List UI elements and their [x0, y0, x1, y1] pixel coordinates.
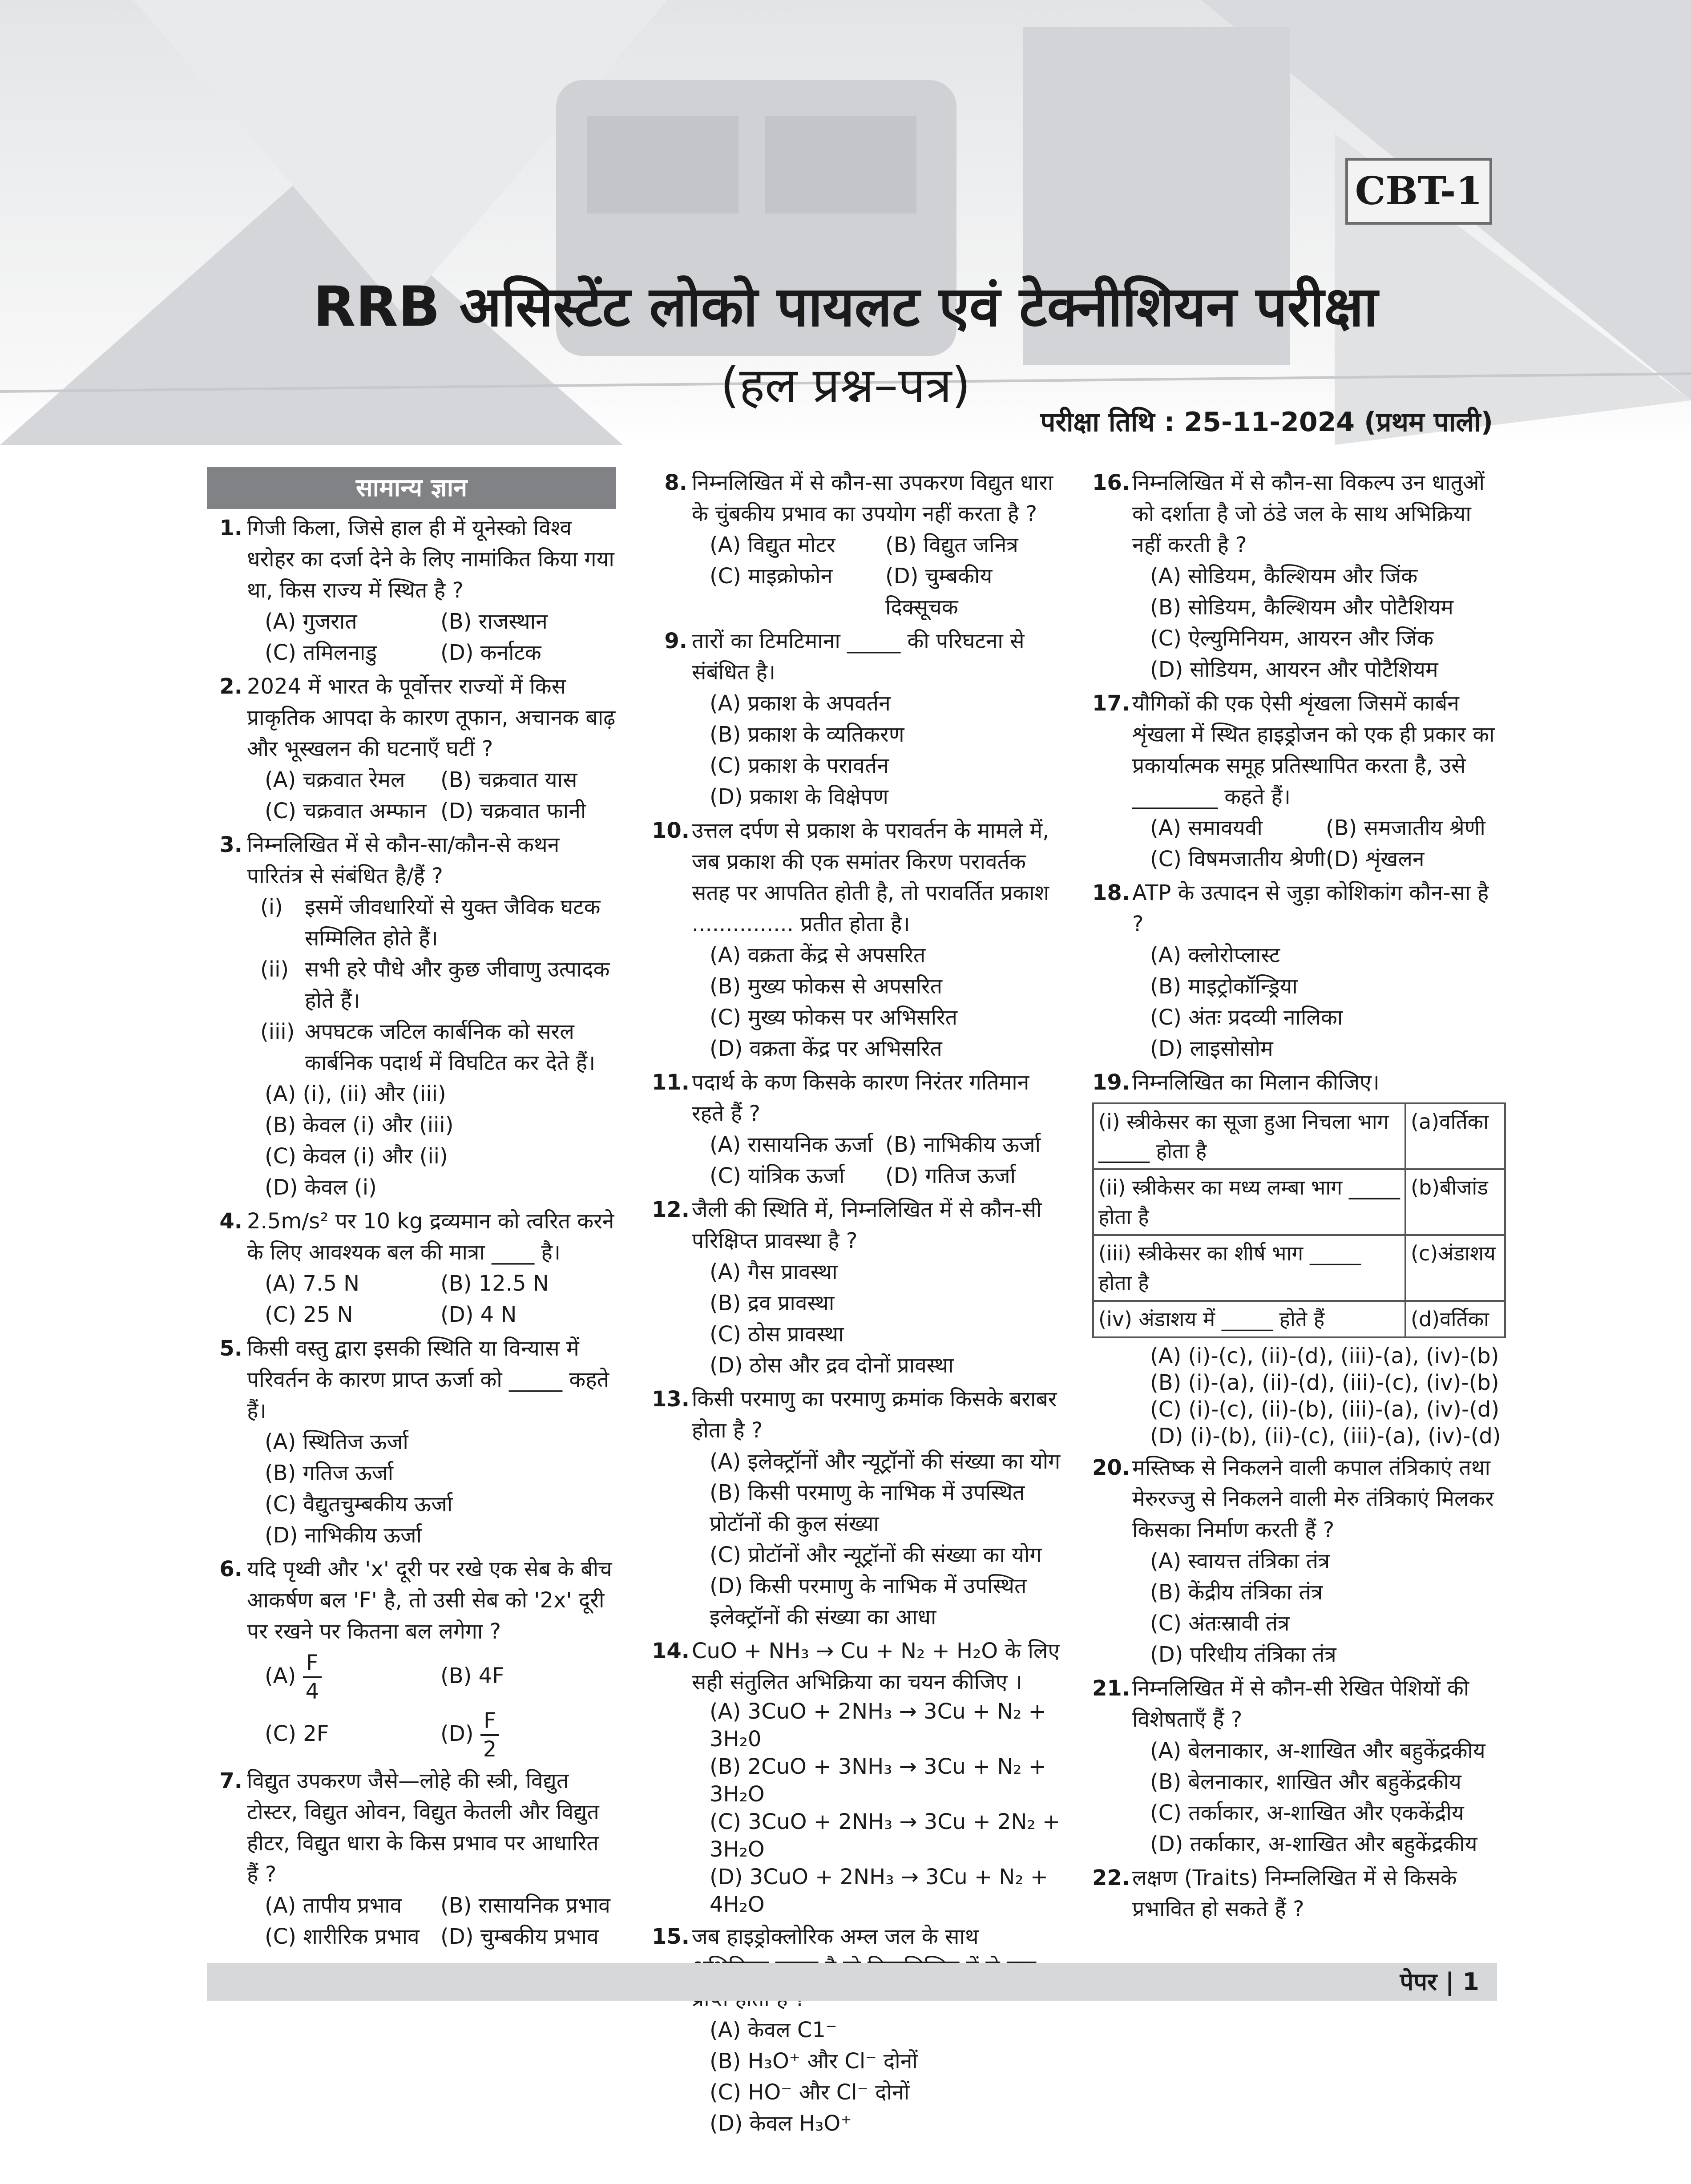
option-c: (C) 25 N	[265, 1302, 353, 1327]
option-a: (A) (i)-(c), (ii)-(d), (iii)-(a), (iv)-(b)	[1150, 1344, 1499, 1369]
option-a: (A) (i), (ii) और (iii)	[265, 1082, 446, 1106]
option-b: (B) माइट्रोकॉन्ड्रिया	[1150, 974, 1298, 999]
options	[692, 529, 1061, 623]
question-number: 2.	[219, 674, 242, 699]
column-2	[652, 467, 1061, 2142]
question-number: 1.	[219, 516, 242, 541]
options	[247, 1268, 616, 1330]
question-number: 19.	[1092, 1070, 1130, 1095]
question-15	[652, 1921, 1061, 2139]
option-d: (D) गतिज ऊर्जा	[885, 1163, 1016, 1188]
options	[1132, 1735, 1501, 1860]
option-d: (D) चुम्बकीय दिक्सूचक	[885, 564, 993, 620]
statement-number: (ii)	[260, 957, 289, 982]
option-a: (A) 3CuO + 2NH₃ → 3Cu + N₂ + 3H₂0	[710, 1699, 1046, 1752]
question-6	[207, 1554, 616, 1763]
option-c: (C) प्रोटॉनों और न्यूट्रॉनों की संख्या का योग	[710, 1542, 1042, 1567]
options	[247, 1078, 616, 1203]
question-text: निम्नलिखित में से कौन-सा उपकरण विद्युत धारा के चुंबकीय प्रभाव का उपयोग नहीं करता है ?	[692, 470, 1053, 526]
option-d: (D) किसी परमाणु के नाभिक में उपस्थित इलेक्ट्रॉनों की संख्या का आधा	[710, 1574, 1027, 1630]
option-b: (B) गतिज ऊर्जा	[265, 1461, 394, 1486]
option-d: (D) तर्काकार, अ-शाखित और बहुकेंद्रकीय	[1150, 1832, 1477, 1857]
question-number: 21.	[1092, 1676, 1130, 1701]
question-text: मस्तिष्क से निकलने वाली कपाल तंत्रिकाएं तथा मेरुरज्जु से निकलने वाली मेरु तंत्रिकाएं मिलकर किसका निर्माण करती हैं ?	[1132, 1455, 1494, 1542]
option-a: (A) बेलनाकार, अ-शाखित और बहुकेंद्रकीय	[1150, 1738, 1485, 1763]
option-a: (A) $\frac{F}{4}$	[265, 1647, 440, 1705]
option-a: (A) 7.5 N	[265, 1271, 360, 1296]
question-22	[1092, 1862, 1501, 1925]
question-number: 20.	[1092, 1455, 1130, 1480]
question-14	[652, 1635, 1061, 1918]
option-b: (B) बेलनाकार, शाखित और बहुकेंद्रकीय	[1150, 1769, 1461, 1794]
option-c: (C) ठोस प्रावस्था	[710, 1322, 844, 1347]
options	[692, 1698, 1061, 1918]
option-d: (D) परिधीय तंत्रिका तंत्र	[1150, 1642, 1336, 1667]
question-10	[652, 815, 1061, 1064]
question-number: 11.	[652, 1070, 690, 1095]
statement-number: (i)	[260, 895, 283, 920]
question-number: 10.	[652, 818, 690, 843]
option-d: (D) शृंखलन	[1326, 847, 1425, 872]
option-b: (B) राजस्थान	[440, 609, 548, 634]
options	[692, 688, 1061, 812]
question-text: CuO + NH₃ → Cu + N₂ + H₂O के लिए सही संतुलित अभिक्रिया का चयन कीजिए ।	[692, 1639, 1060, 1695]
option-c: (C) (i)-(c), (ii)-(b), (iii)-(a), (iv)-(d)	[1150, 1397, 1500, 1422]
question-21	[1092, 1673, 1501, 1860]
table-cell-left: (iv) अंडाशय में _____ होते हैं	[1093, 1301, 1405, 1337]
options	[1132, 561, 1501, 685]
question-number: 6.	[219, 1557, 242, 1582]
question-number: 5.	[219, 1336, 242, 1361]
option-a: (A) स्थितिज ऊर्जा	[265, 1429, 408, 1454]
question-text: ATP के उत्पादन से जुड़ा कोशिकांग कौन-सा है ?	[1132, 880, 1489, 937]
exam-date: परीक्षा तिथि : 25-11-2024 (प्रथम पाली)	[1040, 407, 1493, 438]
option-d: (D) चुम्बकीय प्रभाव	[440, 1924, 599, 1949]
question-16	[1092, 467, 1501, 685]
table-cell-right: (a)वर्तिका	[1405, 1103, 1505, 1169]
question-4	[207, 1206, 616, 1330]
option-b: (B) 4F	[440, 1663, 504, 1688]
options	[692, 1446, 1061, 1633]
option-c: (C) प्रकाश के परावर्तन	[710, 753, 889, 778]
table-row	[1093, 1169, 1505, 1235]
statement-text: सभी हरे पौधे और कुछ जीवाणु उत्पादक होते हैं।	[305, 957, 610, 1013]
question-number: 16.	[1092, 470, 1130, 495]
option-d: (D) ठोस और द्रव दोनों प्रावस्था	[710, 1353, 954, 1378]
question-number: 4.	[219, 1209, 242, 1234]
section-heading: सामान्य ज्ञान	[207, 467, 616, 509]
question-text: यदि पृथ्वी और 'x' दूरी पर रखे एक सेब के बीच आकर्षण बल 'F' है, तो उसी सेब को '2x' दूरी पर रखने पर कितना बल लगेगा ?	[247, 1557, 612, 1644]
question-12	[652, 1194, 1061, 1381]
option-a: (A) गुजरात	[265, 609, 357, 634]
table-cell-left: (iii) स्त्रीकेसर का शीर्ष भाग _____ होता है	[1093, 1235, 1405, 1301]
question-text: तारों का टिमटिमाना _____ की परिघटना से संबंधित है।	[692, 629, 1025, 685]
question-text: 2024 में भारत के पूर्वोत्तर राज्यों में किस प्राकृतिक आपदा के कारण तूफान, अचानक बाढ़ और भूस्खलन की घटनाएँ घटीं ?	[247, 674, 616, 761]
options	[247, 764, 616, 827]
table-row	[1093, 1103, 1505, 1169]
question-text: विद्युत उपकरण जैसे—लोहे की स्त्री, विद्युत टोस्टर, विद्युत ओवन, विद्युत केतली और विद्युत हीटर, विद्युत धारा के किस प्रभाव पर आधारित हैं ?	[247, 1768, 599, 1887]
cbt-badge: CBT-1	[1345, 158, 1492, 225]
question-number: 12.	[652, 1197, 690, 1222]
statement-text: अपघटक जटिल कार्बनिक को सरल कार्बनिक पदार्थ में विघटित कर देते हैं।	[305, 1019, 596, 1075]
option-d: (D) चक्रवात फानी	[440, 799, 586, 824]
question-3	[207, 829, 616, 1203]
page-footer: पेपर | 1	[207, 1963, 1497, 2001]
option-b: (B) चक्रवात यास	[440, 767, 577, 792]
statement-text: इसमें जीवधारियों से युक्त जैविक घटक सम्मिलित होते हैं।	[305, 895, 601, 951]
option-b: (B) नाभिकीय ऊर्जा	[885, 1132, 1041, 1157]
question-1	[207, 513, 616, 668]
options	[692, 940, 1061, 1064]
question-number: 13.	[652, 1387, 690, 1412]
question-2	[207, 671, 616, 827]
question-text: पदार्थ के कण किसके कारण निरंतर गतिमान रहते हैं ?	[692, 1070, 1029, 1126]
question-text: यौगिकों की एक ऐसी शृंखला जिसमें कार्बन शृंखला में स्थित हाइड्रोजन को एक ही प्रकार का प्रकार्यात्मक समूह प्रतिस्थापित करता है, उसे ________ कहते हैं।	[1132, 691, 1495, 809]
options	[1132, 1343, 1501, 1449]
match-table	[1092, 1102, 1506, 1338]
option-b: (B) केंद्रीय तंत्रिका तंत्र	[1150, 1580, 1323, 1605]
question-number: 15.	[652, 1924, 690, 1949]
question-7	[207, 1765, 616, 1952]
question-number: 8.	[664, 470, 687, 495]
question-17	[1092, 688, 1501, 875]
option-d: (D) 4 N	[440, 1302, 517, 1327]
option-a: (A) समावयवी	[1150, 815, 1263, 840]
option-b: (B) सोडियम, कैल्शियम और पोटैशियम	[1150, 595, 1453, 620]
options	[692, 2014, 1061, 2139]
option-c: (C) HO⁻ और Cl⁻ दोनों	[710, 2080, 910, 2105]
option-b: (B) रासायनिक प्रभाव	[440, 1893, 610, 1918]
option-b: (B) 2CuO + 3NH₃ → 3Cu + N₂ + 3H₂O	[710, 1754, 1046, 1807]
options	[1132, 812, 1501, 875]
option-b: (B) H₃O⁺ और Cl⁻ दोनों	[710, 2049, 918, 2074]
fraction: $\frac{F}{4}$	[303, 1650, 322, 1705]
option-c: (C) अंतःस्रावी तंत्र	[1150, 1611, 1290, 1636]
options	[692, 1129, 1061, 1191]
option-d: (D) सोडियम, आयरन और पोटैशियम	[1150, 657, 1438, 682]
question-20	[1092, 1452, 1501, 1670]
statement-number: (iii)	[260, 1019, 295, 1044]
option-c: (C) चक्रवात अम्फान	[265, 799, 427, 824]
option-d: (D) प्रकाश के विक्षेपण	[710, 784, 888, 809]
option-c: (C) शारीरिक प्रभाव	[265, 1924, 420, 1949]
table-cell-left: (i) स्त्रीकेसर का सूजा हुआ निचला भाग _____ होता है	[1093, 1103, 1405, 1169]
fraction: $\frac{F}{2}$	[480, 1708, 500, 1763]
page-title: RRB असिस्टेंट लोको पायलट एवं टेक्नीशियन परीक्षा	[313, 275, 1378, 339]
option-a: (A) केवल C1⁻	[710, 2018, 837, 2043]
option-b: (B) 12.5 N	[440, 1271, 549, 1296]
options	[247, 1426, 616, 1551]
options	[247, 606, 616, 668]
option-b: (B) केवल (i) और (iii)	[265, 1113, 454, 1138]
question-number: 7.	[219, 1768, 242, 1793]
column-1	[207, 467, 616, 1955]
option-b: (B) समजातीय श्रेणी	[1326, 815, 1485, 840]
question-9	[652, 626, 1061, 812]
question-text: 2.5m/s² पर 10 kg द्रव्यमान को त्वरित करने के लिए आवश्यक बल की मात्रा ____ है।	[247, 1209, 614, 1265]
option-b: (B) (i)-(a), (ii)-(d), (iii)-(c), (iv)-(b)	[1150, 1370, 1499, 1395]
option-a: (A) क्लोरोप्लास्ट	[1150, 943, 1280, 968]
table-cell-left: (ii) स्त्रीकेसर का मध्य लम्बा भाग _____ होता है	[1093, 1169, 1405, 1235]
option-a: (A) विद्युत मोटर	[710, 533, 835, 557]
option-c: (C) 2F	[265, 1721, 329, 1746]
option-c: (C) यांत्रिक ऊर्जा	[710, 1163, 845, 1188]
option-a: (A) तापीय प्रभाव	[265, 1893, 402, 1918]
question-text: गिजी किला, जिसे हाल ही में यूनेस्को विश्व धरोहर का दर्जा देने के लिए नामांकित किया गया था, किस राज्य में स्थित है ?	[247, 516, 614, 603]
option-a: (A) प्रकाश के अपवर्तन	[710, 691, 891, 716]
option-a: (A) सोडियम, कैल्शियम और जिंक	[1150, 564, 1418, 589]
option-d: (D) 3CuO + 2NH₃ → 3Cu + N₂ + 4H₂O	[710, 1865, 1049, 1917]
statement-2	[247, 954, 616, 1016]
question-5	[207, 1333, 616, 1551]
question-text: उत्तल दर्पण से प्रकाश के परावर्तन के मामले में, जब प्रकाश की एक समांतर किरण परावर्तक सतह पर आपतित होती है, तो परावर्तित प्रकाश ............... प्रतीत होता है।	[692, 818, 1049, 937]
table-cell-right: (b)बीजांड	[1405, 1169, 1505, 1235]
options	[1132, 940, 1501, 1064]
options	[247, 1890, 616, 1952]
question-19	[1092, 1067, 1501, 1098]
question-text: लक्षण (Traits) निम्नलिखित में से किसके प्रभावित हो सकते हैं ?	[1132, 1865, 1457, 1922]
question-number: 18.	[1092, 880, 1130, 905]
option-b: (B) किसी परमाणु के नाभिक में उपस्थित प्रोटॉनों की कुल संख्या	[710, 1480, 1025, 1536]
options	[692, 1256, 1061, 1381]
option-d: (D) केवल (i)	[265, 1175, 377, 1200]
option-d: (D) नाभिकीय ऊर्जा	[265, 1523, 422, 1548]
question-number: 22.	[1092, 1865, 1130, 1890]
question-18	[1092, 877, 1501, 1064]
page-subtitle: (हल प्रश्न–पत्र)	[720, 358, 971, 413]
question-text: निम्नलिखित में से कौन-सा विकल्प उन धातुओं को दर्शाता है जो ठंडे जल के साथ अभिक्रिया नहीं करती है ?	[1132, 470, 1485, 557]
question-number: 14.	[652, 1639, 690, 1663]
question-number: 3.	[219, 832, 242, 857]
option-c: (C) 3CuO + 2NH₃ → 3Cu + 2N₂ + 3H₂O	[710, 1809, 1061, 1862]
table-cell-right: (c)अंडाशय	[1405, 1235, 1505, 1301]
question-19-options	[1092, 1343, 1501, 1449]
statement-3	[247, 1016, 616, 1078]
option-d: (D) केवल H₃O⁺	[710, 2111, 852, 2136]
question-text: जब हाइड्रोक्लोरिक अम्ल जल के साथ	[692, 1924, 979, 1949]
option-c: (C) वैद्युतचुम्बकीय ऊर्जा	[265, 1492, 453, 1517]
table-cell-right: (d)वर्तिका	[1405, 1301, 1505, 1337]
question-8	[652, 467, 1061, 623]
statement-1	[247, 892, 616, 954]
option-d: (D) (i)-(b), (ii)-(c), (iii)-(a), (iv)-(d)	[1150, 1424, 1501, 1449]
question-text: जैली की स्थिति में, निम्नलिखित में से कौन-सी परिक्षिप्त प्रावस्था है ?	[692, 1197, 1042, 1253]
table-row	[1093, 1235, 1505, 1301]
option-c: (C) केवल (i) और (ii)	[265, 1144, 448, 1169]
question-11	[652, 1067, 1061, 1191]
question-13	[652, 1384, 1061, 1633]
column-3	[1092, 467, 1501, 1927]
option-b: (B) मुख्य फोकस से अपसरित	[710, 974, 943, 999]
option-a: (A) वक्रता केंद्र से अपसरित	[710, 943, 926, 968]
option-a: (A) रासायनिक ऊर्जा	[710, 1132, 873, 1157]
question-number: 9.	[664, 629, 687, 654]
option-a: (A) स्वायत्त तंत्रिका तंत्र	[1150, 1549, 1330, 1574]
question-text: निम्नलिखित का मिलान कीजिए।	[1132, 1070, 1380, 1095]
option-c: (C) अंतः प्रदव्यी नालिका	[1150, 1005, 1343, 1030]
option-d: (D) कर्नाटक	[440, 640, 541, 665]
options	[1132, 1546, 1501, 1670]
option-b: (B) द्रव प्रावस्था	[710, 1291, 835, 1316]
options	[247, 1647, 616, 1763]
option-c: (C) तर्काकार, अ-शाखित और एककेंद्रीय	[1150, 1800, 1464, 1825]
question-text: निम्नलिखित में से कौन-सी रेखित पेशियों की विशेषताएँ हैं ?	[1132, 1676, 1469, 1732]
option-d: (D) $\frac{F}{2}$	[440, 1705, 616, 1763]
question-text: निम्नलिखित में से कौन-सा/कौन-से कथन पारितंत्र से संबंधित है/हैं ?	[247, 832, 560, 888]
question-text: किसी परमाणु का परमाणु क्रमांक किसके बराबर होता है ?	[692, 1387, 1057, 1443]
option-c: (C) ऐल्युमिनियम, आयरन और जिंक	[1150, 626, 1434, 651]
option-c: (C) माइक्रोफोन	[710, 564, 833, 589]
question-text: किसी वस्तु द्वारा इसकी स्थिति या विन्यास में परिवर्तन के कारण प्राप्त ऊर्जा को _____ कहते हैं।	[247, 1336, 609, 1423]
option-d: (D) वक्रता केंद्र पर अभिसरित	[710, 1036, 942, 1061]
option-b: (B) प्रकाश के व्यतिकरण	[710, 722, 904, 747]
question-number: 17.	[1092, 691, 1130, 716]
option-a: (A) गैस प्रावस्था	[710, 1260, 838, 1284]
option-d: (D) लाइसोसोम	[1150, 1036, 1273, 1061]
option-c: (C) विषमजातीय श्रेणी	[1150, 847, 1325, 872]
option-c: (C) तमिलनाडु	[265, 640, 377, 665]
table-row	[1093, 1301, 1505, 1337]
option-c: (C) मुख्य फोकस पर अभिसरित	[710, 1005, 957, 1030]
option-a: (A) इलेक्ट्रॉनों और न्यूट्रॉनों की संख्या का योग	[710, 1449, 1061, 1474]
option-b: (B) विद्युत जनित्र	[885, 533, 1018, 557]
option-a: (A) चक्रवात रेमल	[265, 767, 405, 792]
